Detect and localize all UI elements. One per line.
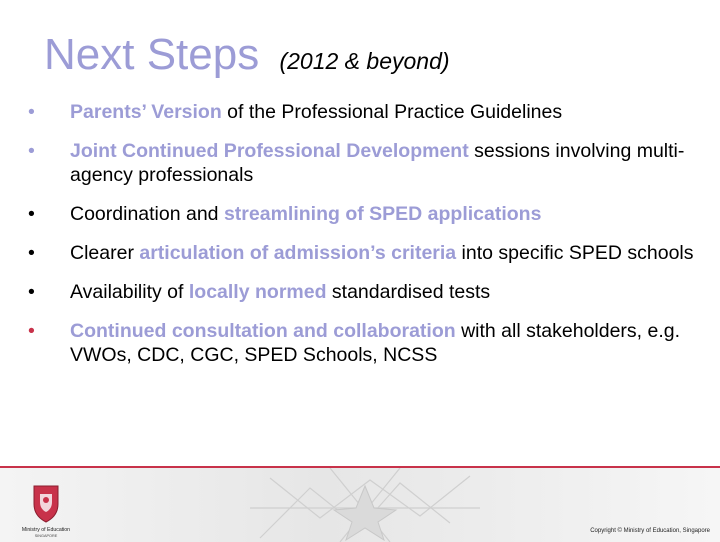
bullet-text: Coordination and (70, 203, 224, 225)
bullet-highlight: streamlining of SPED applications (223, 203, 542, 225)
copyright-notice: Copyright © Ministry of Education, Singapore (590, 528, 710, 534)
bullet-highlight: articulation of admission’s criteria (139, 242, 457, 264)
bullet-list (28, 100, 700, 382)
bullet-item (28, 280, 700, 304)
bullet-text: Availability of (70, 281, 189, 303)
decorative-texture (250, 468, 480, 542)
bullet-marker: • (28, 242, 35, 264)
bullet-marker: • (28, 140, 35, 162)
logo-name: Ministry of Education (21, 527, 71, 533)
bullet-item (28, 139, 700, 187)
ministry-logo (18, 482, 74, 538)
bullet-marker: • (28, 281, 35, 303)
bullet-text: of the Professional Practice Guidelines (221, 101, 563, 123)
title-subtitle: (2012 & beyond) (279, 48, 450, 74)
bullet-marker: • (28, 203, 35, 225)
bullet-marker: • (28, 320, 35, 342)
footer-band (0, 466, 720, 542)
bullet-item (28, 202, 700, 226)
bullet-marker: • (28, 101, 35, 123)
bullet-highlight: Parents’ Version (70, 101, 222, 123)
bullet-text: into specific SPED schools (456, 242, 694, 264)
bullet-highlight: locally normed (188, 281, 327, 303)
logo-subtext: SINGAPORE (34, 534, 58, 538)
bullet-text: Clearer (70, 242, 140, 264)
bullet-item (28, 100, 700, 124)
slide-title (44, 30, 450, 80)
title-main: Next Steps (44, 30, 260, 79)
bullet-highlight: Continued consultation and collaboration (70, 320, 456, 342)
bullet-text: sessions involving multi-agency professionals (70, 140, 685, 186)
bullet-item (28, 319, 700, 367)
bullet-highlight: Joint Continued Professional Development (70, 140, 469, 162)
bullet-item (28, 241, 700, 265)
bullet-text: with all stakeholders, e.g. VWOs, CDC, CGC, SPED Schools, NCSS (70, 320, 681, 366)
bullet-text: standardised tests (326, 281, 491, 303)
